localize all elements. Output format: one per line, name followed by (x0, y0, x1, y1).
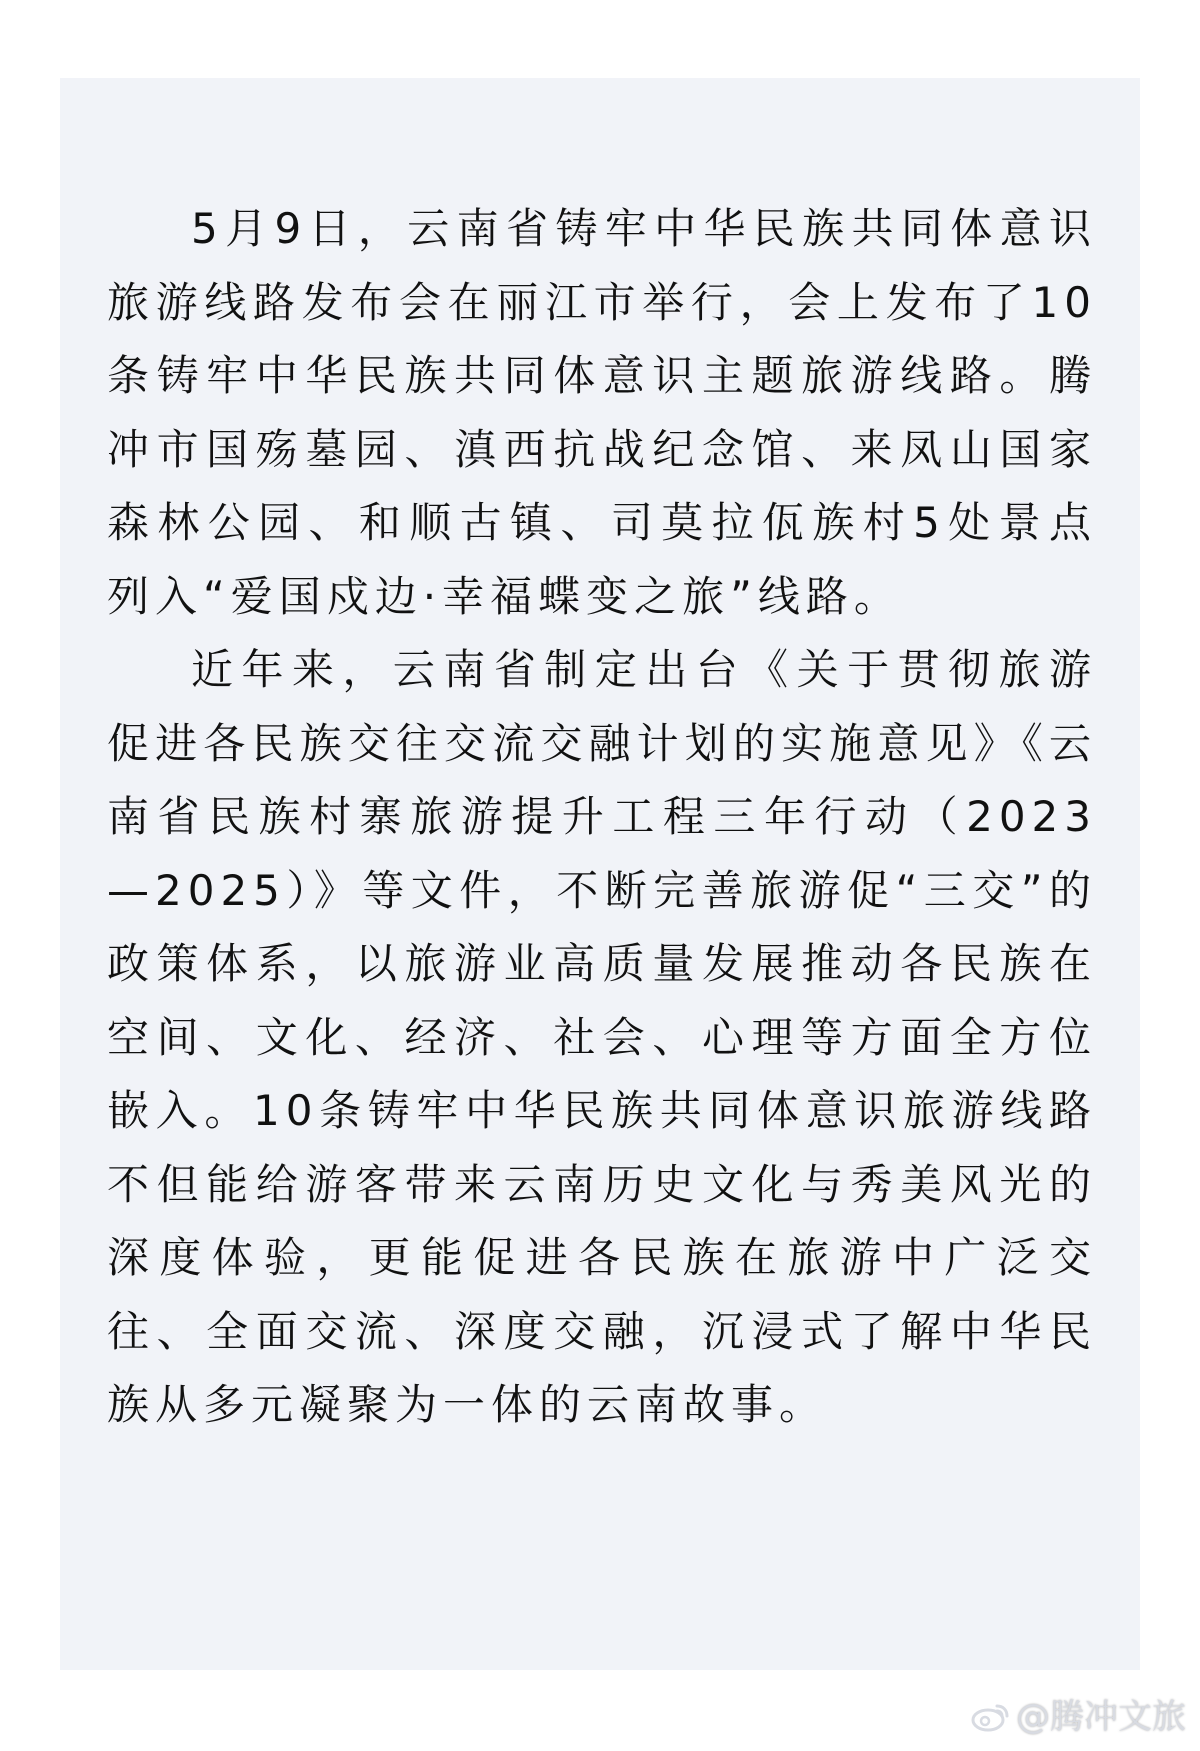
article-paragraph-1: 5月9日，云南省铸牢中华民族共同体意识旅游线路发布会在丽江市举行，会上发布了10条铸牢中华民族共同体意识主题旅游线路。腾冲市国殇墓园、滇西抗战纪念馆、来凤山国家森林公园、和顺古镇、司莫拉佤族村5处景点列入“爱国戍边·幸福蝶变之旅”线路。 (107, 204, 1097, 621)
weibo-watermark (970, 1697, 1186, 1737)
weibo-icon (970, 1701, 1010, 1733)
article-paragraph-2: 近年来，云南省制定出台《关于贯彻旅游促进各民族交往交流交融计划的实施意见》《云南省民族村寨旅游提升工程三年行动（2023—2025）》等文件，不断完善旅游促“三交”的政策体系，以旅游业高质量发展推动各民族在空间、文化、经济、社会、心理等方面全方位嵌入。10条铸牢中华民族共同体意识旅游线路不但能给游客带来云南历史文化与秀美风光的深度体验，更能促进各民族在旅游中广泛交往、全面交流、深度交融，沉浸式了解中华民族从多元凝聚为一体的云南故事。 (107, 645, 1097, 1429)
watermark-text: @腾冲文旅 (1016, 1697, 1186, 1737)
article-body (107, 192, 1097, 1442)
